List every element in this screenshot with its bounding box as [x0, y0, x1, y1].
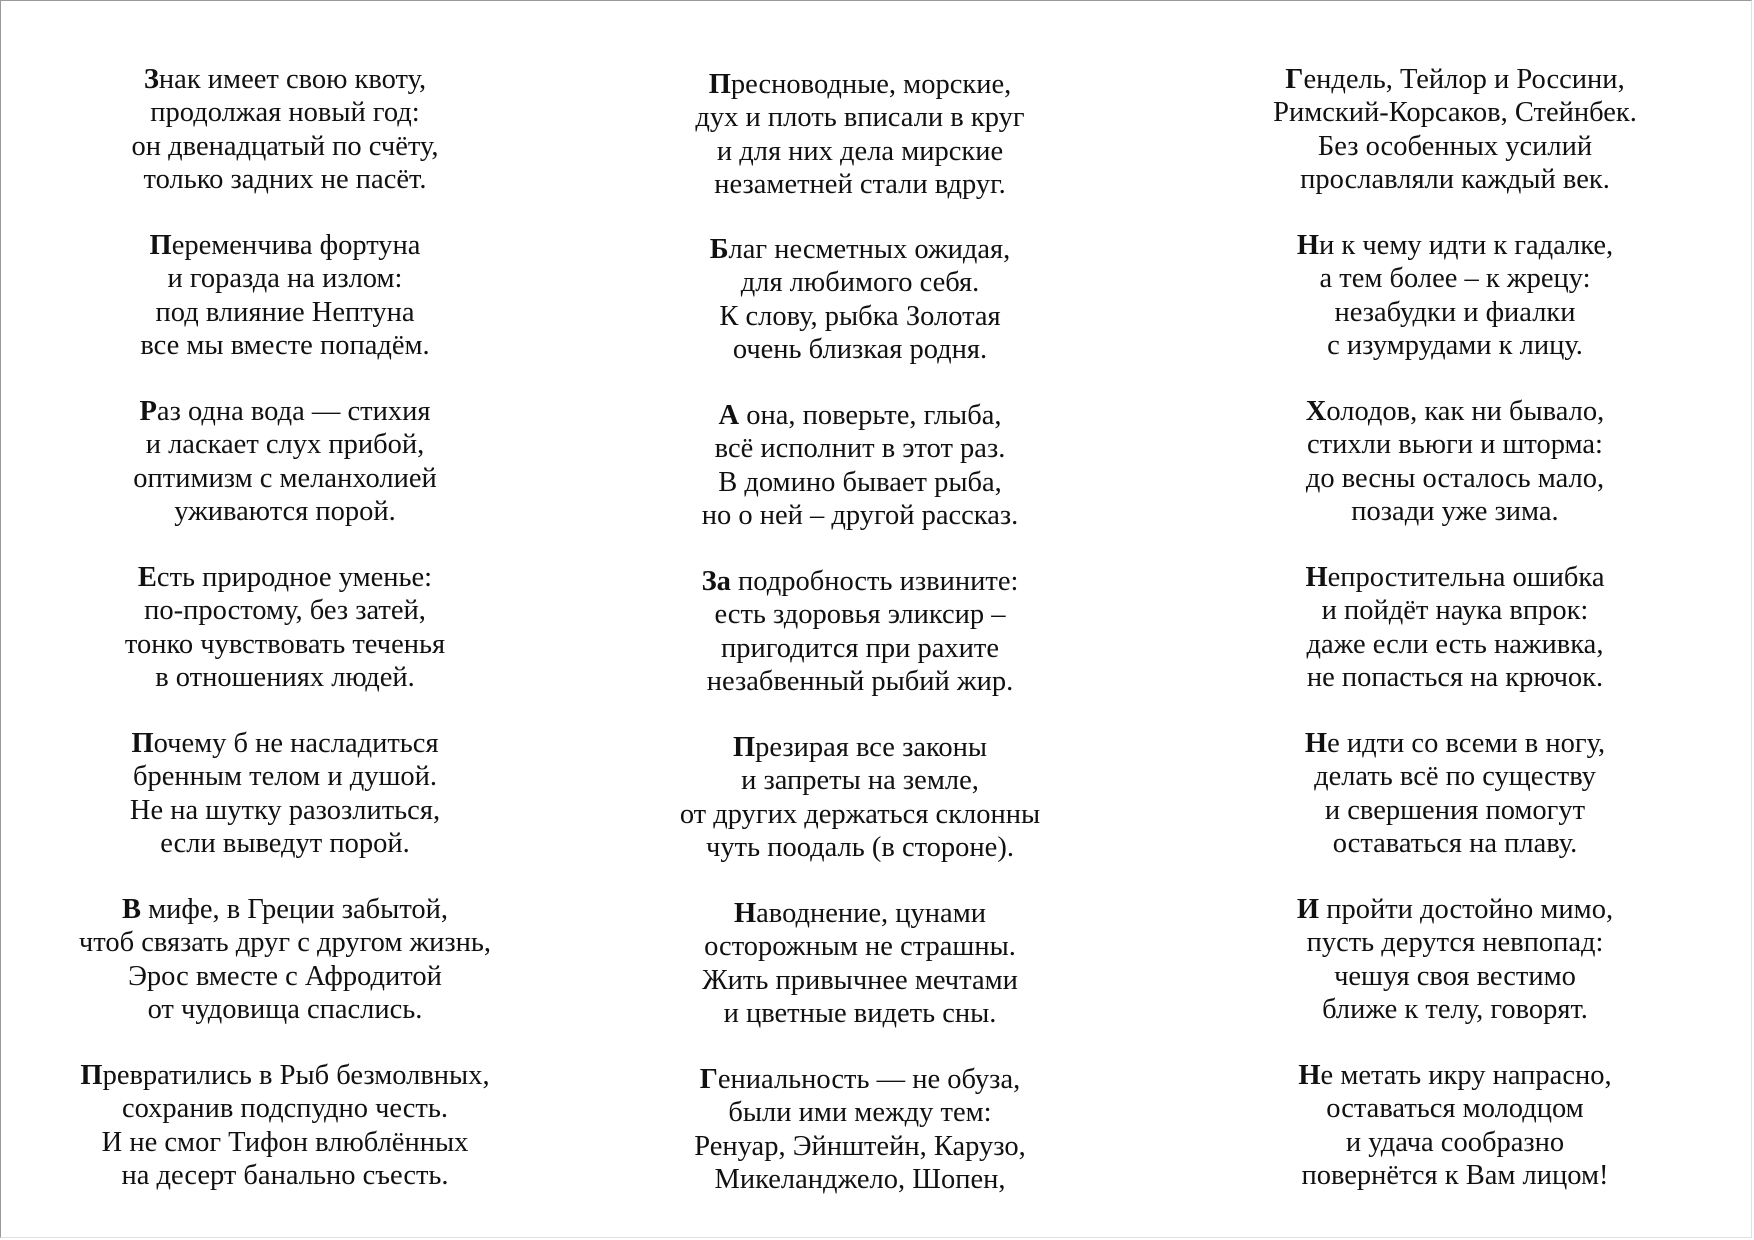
poem-line: на десерт банально съесть.: [121, 1159, 449, 1191]
stanza-first-line: Превратились в Рыб безмолвных,: [80, 1060, 490, 1091]
poem-line: К слову, рыбка Золотая: [719, 300, 1001, 332]
stanza: [610, 233, 1110, 366]
poem-line: и ласкает слух прибой,: [145, 429, 425, 461]
stanza: [610, 1063, 1110, 1196]
initial-letter: З: [143, 64, 159, 95]
poem-line: и для них дела мирские: [716, 135, 1004, 167]
poem-line: чтоб связать друг с другом жизнь,: [78, 927, 492, 959]
poem-line: сохранив подспудно честь.: [121, 1093, 448, 1125]
poem-line: незабвенный рыбий жир.: [706, 665, 1014, 697]
poem-line: чуть поодаль (в стороне).: [706, 831, 1014, 863]
stanza-first-line: Раз одна вода — стихия: [139, 396, 431, 427]
poem-line: с изумрудами к лицу.: [1327, 329, 1583, 361]
poem-line: Жить привычнее мечтами: [702, 964, 1018, 996]
initial-letter: Х: [1305, 396, 1327, 427]
stanza: [610, 897, 1110, 1030]
stanza-first-line: И пройти достойно мимо,: [1296, 894, 1614, 925]
stanza-first-line: Гениальность — не обуза,: [699, 1064, 1021, 1095]
poem-line: и удача сообразно: [1345, 1126, 1565, 1158]
stanza: [610, 565, 1110, 698]
initial-letter: Б: [709, 234, 729, 265]
poem-line: есть здоровья эликсир –: [714, 599, 1006, 631]
initial-letter: Н: [733, 898, 757, 929]
poem-line: были ими между тем:: [728, 1097, 992, 1129]
stanza: [1195, 395, 1715, 528]
poem-line: оставаться молодцом: [1326, 1093, 1584, 1125]
stanza: [610, 399, 1110, 532]
stanza-first-line: Не метать икру напрасно,: [1298, 1060, 1612, 1091]
stanza: [1195, 63, 1715, 196]
poem-line: продолжая новый год:: [150, 97, 420, 129]
poem-line: пусть дерутся невпопад:: [1306, 927, 1604, 959]
stanza: [1195, 727, 1715, 860]
stanza-first-line: Не идти со всеми в ногу,: [1304, 728, 1606, 759]
stanza: [40, 229, 530, 362]
poem-line: ближе к телу, говорят.: [1322, 993, 1588, 1025]
poem-line: тонко чувствовать теченья: [124, 628, 446, 660]
poem-line: и свершения помогут: [1324, 794, 1586, 826]
initial-letter: П: [149, 230, 172, 261]
initial-letter: Р: [139, 396, 157, 427]
stanza: [40, 1059, 530, 1192]
poem-line: от чудовища спаслись.: [147, 993, 423, 1025]
stanza-first-line: Ни к чему идти к гадалке,: [1296, 230, 1614, 261]
poem-line: Не на шутку разозлиться,: [129, 794, 441, 826]
poem-line: незаметней стали вдруг.: [714, 168, 1006, 200]
initial-letter: А: [718, 400, 740, 431]
poem-line: пригодится при рахите: [721, 632, 999, 664]
stanza: [40, 395, 530, 528]
poem-line: все мы вместе попадём.: [140, 329, 430, 361]
poem-line: осторожным не страшны.: [704, 931, 1016, 963]
poem-line: дух и плоть вписали в круг: [695, 102, 1025, 134]
poem-line: и пойдёт наука впрок:: [1321, 595, 1589, 627]
initial-letter: За: [701, 566, 731, 597]
poem-line: Микеланджело, Шопен,: [714, 1163, 1006, 1195]
initial-letter: В: [121, 894, 141, 925]
initial-letter: П: [131, 728, 154, 759]
poem-line: делать всё по существу: [1314, 761, 1596, 793]
initial-letter: Н: [1304, 728, 1328, 759]
initial-letter: Е: [137, 562, 157, 593]
poem-line: для любимого себя.: [740, 267, 980, 299]
poem-line: незабудки и фиалки: [1334, 296, 1576, 328]
poem-line: позади уже зима.: [1351, 495, 1559, 527]
poem-line: под влияние Нептуна: [155, 296, 415, 328]
stanza-first-line: Благ несметных ожидая,: [709, 234, 1011, 265]
initial-letter: Н: [1296, 230, 1319, 261]
stanza-first-line: Пресноводные, морские,: [708, 69, 1012, 100]
poem-line: повернётся к Вам лицом!: [1301, 1159, 1609, 1191]
initial-letter: Н: [1298, 1060, 1321, 1091]
poem-line: чешуя своя вестимо: [1334, 960, 1576, 992]
poem-line: В домино бывает рыба,: [718, 466, 1002, 498]
poem-line: уживаются порой.: [174, 495, 396, 527]
stanza: [40, 727, 530, 860]
poem-line: от других держаться склонны: [679, 798, 1041, 830]
poem-line: если выведут порой.: [160, 827, 410, 859]
poem-line: стихли вьюги и шторма:: [1307, 429, 1603, 461]
initial-letter: Г: [699, 1064, 718, 1095]
stanza-first-line: Есть природное уменье:: [137, 562, 433, 593]
poem-line: даже если есть наживка,: [1306, 628, 1604, 660]
stanza: [40, 893, 530, 1026]
stanza: [1195, 229, 1715, 362]
poem-line: он двенадцатый по счёту,: [131, 130, 439, 162]
initial-letter: П: [732, 732, 756, 763]
stanza-first-line: В мифе, в Греции забытой,: [121, 894, 449, 925]
poem-line: Ренуар, Эйнштейн, Карузо,: [694, 1130, 1026, 1162]
poem-line: очень близкая родня.: [732, 333, 988, 365]
poem-line: оставаться на плаву.: [1332, 827, 1578, 859]
initial-letter: П: [708, 69, 731, 100]
stanza: [40, 561, 530, 694]
stanza: [610, 731, 1110, 864]
poem-line: но о ней – другой рассказ.: [701, 499, 1019, 531]
poem-line: бренным телом и душой.: [132, 761, 438, 793]
poem-line: всё исполнит в этот раз.: [714, 433, 1006, 465]
stanza-first-line: Переменчива фортуна: [149, 230, 421, 261]
poem-line: до весны осталось мало,: [1305, 462, 1605, 494]
poem-line: Эрос вместе с Афродитой: [128, 960, 442, 992]
initial-letter: Н: [1305, 562, 1328, 593]
stanza-first-line: Наводнение, цунами: [733, 898, 986, 929]
initial-letter: П: [80, 1060, 103, 1091]
stanza-first-line: Знак имеет свою квоту,: [143, 64, 427, 95]
stanza-first-line: Почему б не насладиться: [131, 728, 439, 759]
stanza-first-line: Непростительна ошибка: [1305, 562, 1605, 593]
poem-line: и запреты на земле,: [741, 765, 979, 797]
poem-line: оптимизм с меланхолией: [133, 462, 437, 494]
stanza: [1195, 893, 1715, 1026]
stanza: [40, 63, 530, 196]
initial-letter: И: [1296, 894, 1320, 925]
stanza-first-line: Холодов, как ни бывало,: [1305, 396, 1605, 427]
stanza: [1195, 1059, 1715, 1192]
poem-line: Римский-Корсаков, Стейнбек.: [1273, 97, 1637, 129]
poem-line: по-простому, без затей,: [144, 595, 426, 627]
initial-letter: Г: [1285, 64, 1304, 95]
poem-line: а тем более – к жрецу:: [1319, 263, 1591, 295]
stanza-first-line: А она, поверьте, глыба,: [718, 400, 1002, 431]
stanza-first-line: Гендель, Тейлор и Россини,: [1285, 64, 1625, 95]
poem-line: только задних не пасёт.: [143, 163, 427, 195]
stanza: [610, 68, 1110, 201]
poem-line: не попасться на крючок.: [1306, 661, 1604, 693]
stanza-first-line: За подробность извините:: [701, 566, 1019, 597]
stanza: [1195, 561, 1715, 694]
poem-line: прославляли каждый век.: [1300, 163, 1610, 195]
poem-line: Без особенных усилий: [1317, 130, 1593, 162]
poem-line: И не смог Тифон влюблённых: [101, 1126, 469, 1158]
stanza-first-line: Презирая все законы: [732, 732, 988, 763]
poem-line: и горазда на излом:: [167, 263, 403, 295]
poem-line: в отношениях людей.: [155, 661, 415, 693]
poem-line: и цветные видеть сны.: [723, 997, 997, 1029]
